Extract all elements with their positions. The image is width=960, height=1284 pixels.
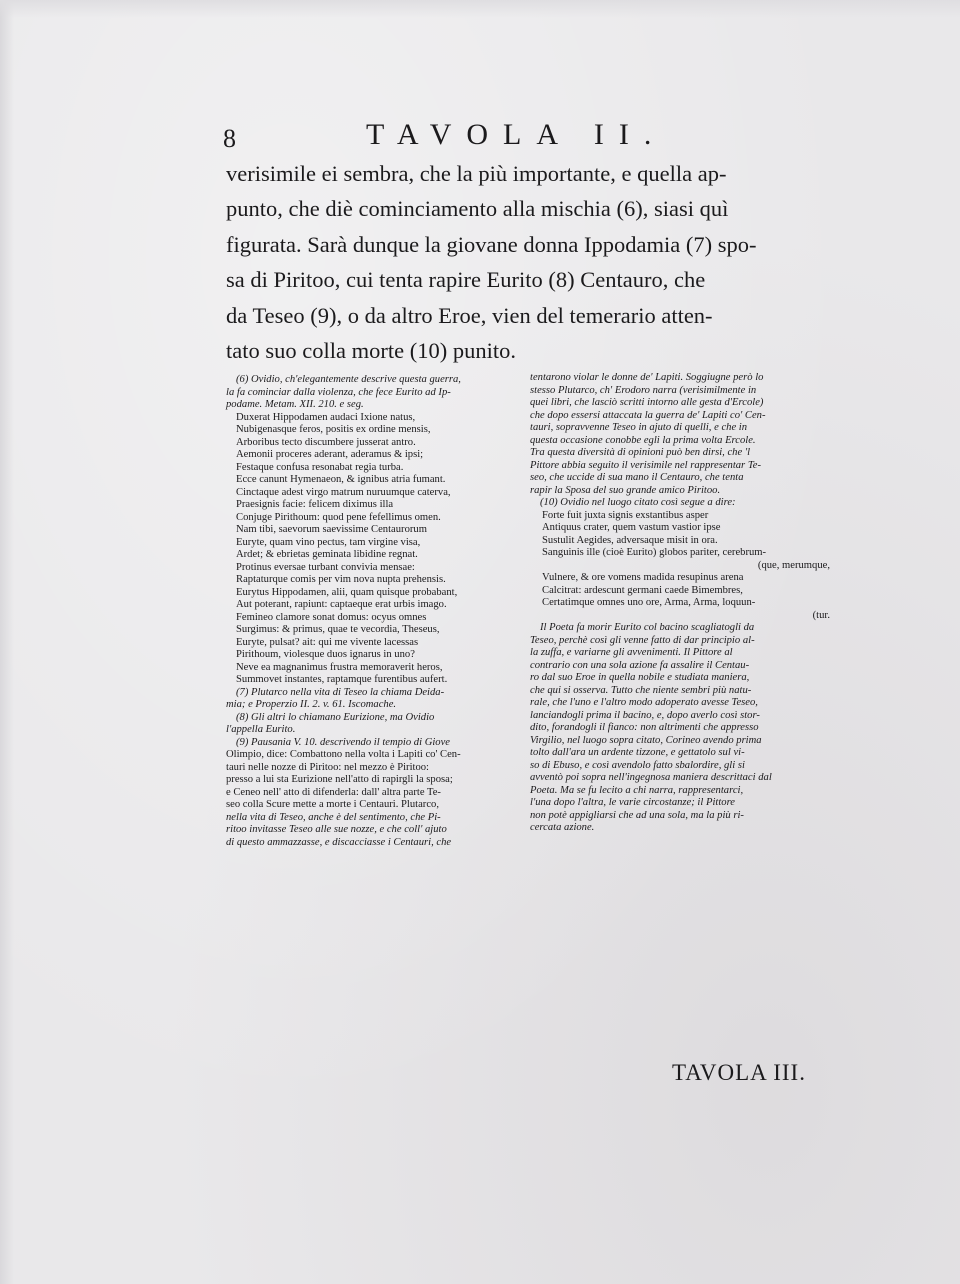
footnotes-left-column — [226, 374, 524, 849]
footnote-line: presso a lui sta Eurizione nell'atto di rapirgli la sposa; — [226, 774, 453, 785]
footnote-line: Cinctaque adest virgo matrum nuruumque caterva, — [236, 486, 451, 498]
footnote-line: Euryte, pulsat? ait: qui me vivente lacessas — [236, 636, 419, 648]
footnote-line: Sustulit Aegides, adversaque misit in ora. — [542, 534, 718, 546]
footnote-line: Antiquus crater, quem vastum vastior ipse — [542, 522, 721, 533]
footnote-line: tauri, sopravvenne Teseo in ajuto di quelli, e che in — [530, 422, 748, 433]
footnote-line: Ecce canunt Hymenaeon, & ignibus atria fumant. — [236, 474, 446, 485]
footnote-line: Aut poterant, rapiunt: captaeque erat urbis imago. — [236, 599, 447, 610]
footnote-line: Calcitrat: ardescunt germani caede Bimembres, — [542, 584, 743, 596]
footnote-line: (tur. — [812, 609, 830, 621]
footnote-line: Olimpio, dice: Combattono nella volta i Lapiti co' Cen- — [226, 749, 461, 760]
footnote-line: rapir la Sposa del suo grande amico Piritoo. — [530, 484, 721, 496]
main-text-line: verisimile ei sembra, che la più importante, e quella ap- — [226, 161, 727, 186]
footnote-line: Summovet instantes, raptamque furentibus aufert. — [236, 674, 448, 685]
footnote-line: Praesignis facie: felicem diximus illa — [236, 499, 394, 510]
footnote-line: e Ceneo nell' atto di difenderla: dall' altra parte Te- — [226, 786, 441, 798]
footnote-line: Festaque confusa resonabat regia turba. — [236, 461, 404, 473]
footnote-line: che dopo essersi attaccata la guerra de' Lapiti co' Cen- — [530, 409, 766, 421]
footnote-line: Eurytus Hippodamen, alii, quam quisque probabant, — [236, 586, 458, 598]
footnote-line: lanciandogli prima il bacino, e, dopo averlo così stor- — [530, 709, 760, 721]
next-plate-title: TAVOLA III. — [672, 1060, 806, 1085]
footnote-line: Arboribus tecto discumbere jusserat antro. — [236, 436, 416, 448]
footnote-line: Protinus eversae turbant convivia mensae: — [236, 561, 415, 573]
footnote-line: Sanguinis ille (cioè Eurito) globos pariter, cerebrum- — [542, 547, 767, 558]
footnote-line: ro dal suo Eroe in quella nobile e studiata maniera, — [530, 672, 750, 683]
footnote-line: Aemonii proceres aderant, aderamus & ipsi; — [236, 449, 424, 460]
footnote-line: seo, che uccide di sua mano il Centauro, che tenta — [530, 472, 744, 483]
footnote-line: tauri nelle nozze di Piritoo: nel mezzo è Piritoo: — [226, 761, 429, 773]
main-text-line: sa di Piritoo, cui tenta rapire Eurito (8) Centauro, che — [226, 267, 706, 293]
footnote-line: (7) Plutarco nella vita di Teseo la chiama Deida- — [236, 686, 445, 698]
footnote-line: Certatimque omnes uno ore, Arma, Arma, loquun- — [542, 597, 756, 608]
footnote-line: mia; e Properzio II. 2. v. 61. Iscomache. — [226, 699, 397, 710]
footnote-line: Ardet; & ebrietas geminata libidine regnat. — [236, 549, 418, 560]
footnote-line: Forte fuit juxta signis exstantibus asper — [542, 509, 709, 521]
footnote-line: Pittore abbia seguito il verisimile nel rappresentar Te- — [530, 459, 761, 471]
footnote-line: Raptaturque comis per vim nova nupta prehensis. — [236, 574, 446, 585]
running-head: TAVOLA II. — [366, 118, 667, 151]
footnote-line: Nam tibi, saevorum saevissime Centaurorum — [236, 524, 427, 535]
footnote-line: dito, forandogli il fianco: non altrimenti che appresso — [530, 722, 759, 733]
footnote-line: tentarono violar le donne de' Lapiti. Soggiugne però lo — [530, 372, 764, 383]
footnote-line: Pirithoum, violesque duos ignarus in uno? — [236, 649, 415, 660]
footnote-line: nella vita di Teseo, anche è del sentimento, che Pi- — [226, 811, 441, 823]
footnote-line: Duxerat Hippodamen audaci Ixione natus, — [236, 411, 416, 423]
footnote-line: so di Ebuso, e così avendolo fatto sbalordire, gli si — [530, 759, 745, 771]
footnote-line: tolto dall'ara un ardente tizzone, e gettatolo sul vi- — [530, 747, 745, 758]
footnote-line: questa occasione conobbe egli la prima volta Ercole. — [530, 434, 756, 446]
footnote-line: la zuffa, e variarne gli avvenimenti. Il Pittore al — [530, 647, 733, 658]
main-text-line: figurata. Sarà dunque la giovane donna Ippodamia (7) spo- — [226, 231, 757, 257]
footnote-line: (9) Pausania V. 10. descrivendo il tempio di Giove — [236, 736, 450, 748]
main-text-line: punto, che diè cominciamento alla mischia (6), siasi quì — [226, 196, 729, 222]
footnote-line: avventò poi sopra nell'ingegnosa maniera descrittaci dal — [530, 772, 772, 783]
footnote-line: che qui si osserva. Tutto che niente sembri più natu- — [530, 684, 752, 696]
footnote-line: Conjuge Pirithoum: quod pene fefellimus omen. — [236, 511, 441, 523]
footnote-line: rale, che l'uno e l'altro modo adoperato avesse Teseo, — [530, 697, 758, 708]
footnote-line: (10) Ovidio nel luogo citato così segue a dire: — [540, 497, 736, 508]
footnote-line: Neve ea magnanimus frustra memoraverit heros, — [236, 661, 443, 673]
footnote-line: l'appella Eurito. — [226, 724, 296, 735]
footnote-line: cercata azione. — [530, 822, 595, 833]
footnote-line: Nubigenasque feros, positis ex ordine mensis, — [236, 424, 431, 435]
footnote-line: ritoo invitasse Teseo alle sue nozze, e che coll' ajuto — [226, 824, 447, 835]
footnote-line: Femineo clamore sonat domus: ocyus omnes — [236, 611, 427, 623]
footnote-line: non potè appigliarsi che ad una sola, ma la più ri- — [530, 809, 744, 821]
footnote-line: Il Poeta fa morir Eurito col bacino scagliatogli da — [540, 622, 755, 633]
footnote-line: quei libri, che lasciò scritti intorno alle gesta d'Ercole) — [530, 397, 764, 408]
footnote-line: Vulnere, & ore vomens madida resupinus arena — [542, 572, 744, 583]
footnote-line: l'una dopo l'altra, le varie circostanze; il Pittore — [530, 797, 735, 808]
footnote-line: contrario con una sola azione fa assalire il Centau- — [530, 659, 750, 671]
footnotes-right-column — [530, 372, 830, 835]
paper-edge-top — [0, 0, 960, 18]
main-text-line: tato suo colla morte (10) punito. — [226, 337, 516, 363]
page-number: 8 — [223, 124, 237, 153]
main-text-line: da Teseo (9), o da altro Eroe, vien del temerario atten- — [226, 302, 713, 328]
footnote-line: (6) Ovidio, ch'elegantemente descrive questa guerra, — [236, 374, 461, 385]
footnote-line: seo colla Scure mette a morte i Centauri. Plutarco, — [226, 799, 439, 810]
footnote-line: (8) Gli altri lo chiamano Eurizione, ma Ovidio — [236, 711, 435, 723]
footnote-line: (que, merumque, — [757, 559, 830, 571]
footnote-line: la fa cominciar dalla violenza, che fece Eurito ad Ip- — [226, 386, 451, 398]
paper-edge-left — [0, 0, 14, 1284]
footnote-line: di questo ammazzasse, e discacciasse i Centauri, che — [226, 836, 452, 848]
main-text-block — [226, 156, 824, 368]
footnote-line: podame. Metam. XII. 210. e seg. — [226, 399, 364, 410]
footnote-line: Surgimus: & primus, quae te vecordia, Theseus, — [236, 624, 440, 635]
footnote-line: Euryte, quam vino pectus, tam virgine visa, — [236, 536, 421, 548]
footnote-line: Virgilio, nel luogo sopra citato, Corineo avendo prima — [530, 734, 762, 746]
footnote-line: stesso Plutarco, ch' Erodoro narra (verisimilmente in — [530, 384, 757, 396]
footnote-line: Tra questa diversità di opinioni può ben dirsi, che 'l — [530, 447, 751, 458]
footnote-line: Poeta. Ma se fu lecito a chi narra, rappresentarci, — [530, 784, 744, 796]
footnote-line: Teseo, perchè così gli venne fatto di dar principio al- — [530, 634, 755, 646]
